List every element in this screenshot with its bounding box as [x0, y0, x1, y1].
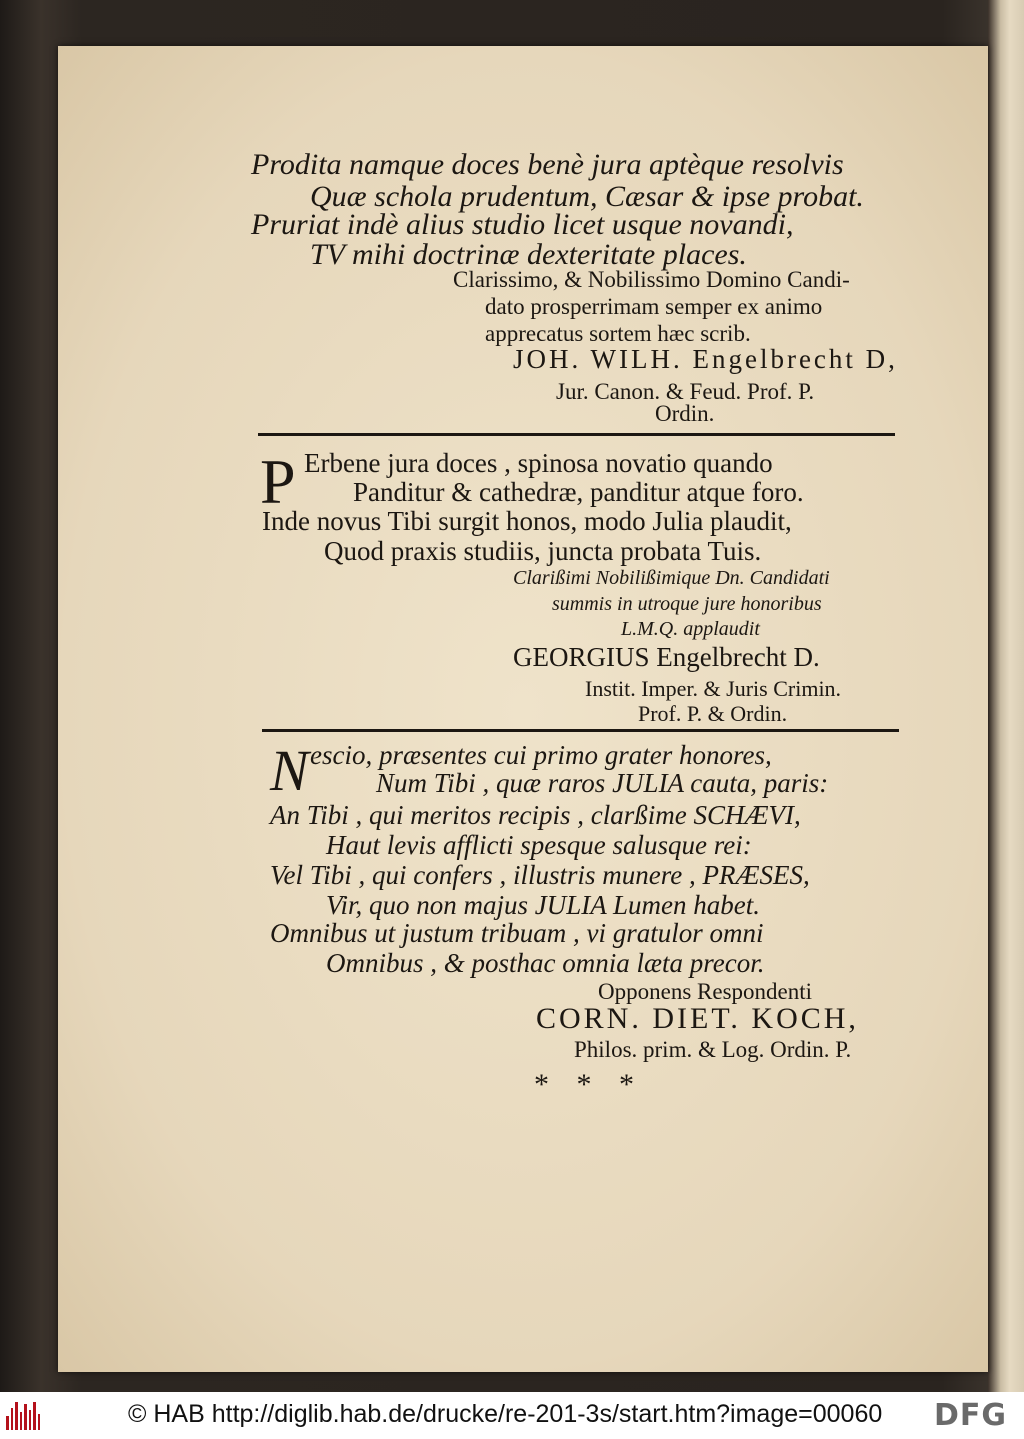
poem1-line-2: Quæ schola prudentum, Cæsar & ipse probat.	[310, 180, 864, 213]
poem1-line-3: Pruriat indè alius studio licet usque novandi,	[251, 208, 794, 241]
poem1-author: JOH. WILH. Engelbrecht D,	[513, 344, 898, 374]
poem3-line-5: Vel Tibi , qui confers , illustris munere , PRÆSES,	[270, 860, 810, 890]
poem2-dedication-2: summis in utroque jure honoribus	[552, 593, 822, 615]
poem3-signature-intro: Opponens Respondenti	[598, 979, 813, 1004]
poem1-line-4: TV mihi doctrinæ dexteritate places.	[310, 238, 747, 271]
poem3-line-3: An Tibi , qui meritos recipis , clarßime SCHÆVI,	[270, 800, 801, 830]
book-page	[58, 46, 988, 1372]
poem1-title-2: Ordin.	[655, 401, 715, 426]
ornament-asterisks: * * *	[534, 1068, 644, 1101]
poem3-title: Philos. prim. & Log. Ordin. P.	[574, 1037, 852, 1062]
poem2-author: GEORGIUS Engelbrecht D.	[513, 642, 820, 672]
poem1-dedication-1: Clarissimo, & Nobilissimo Domino Candi-	[453, 267, 850, 292]
book-spine-edge	[988, 0, 1024, 1392]
poem2-title-2: Prof. P. & Ordin.	[638, 701, 788, 726]
poem2-line-1: Erbene jura doces , spinosa novatio quando	[304, 448, 773, 478]
poem2-line-2: Panditur & cathedræ, panditur atque foro.	[353, 477, 804, 507]
poem2-dedication-1: Clarißimi Nobilißimique Dn. Candidati	[513, 567, 830, 589]
poem2-dropcap: P	[260, 446, 296, 517]
separator-rule-1	[258, 433, 895, 436]
separator-rule-2	[262, 729, 899, 732]
poem3-line-4: Haut levis afflicti spesque salusque rei:	[326, 830, 752, 860]
poem2-title-1: Instit. Imper. & Juris Crimin.	[585, 676, 842, 701]
hab-logo-icon	[6, 1402, 40, 1430]
poem3-line-1: escio, præsentes cui primo grater honores,	[310, 740, 772, 770]
poem3-line-7: Omnibus ut justum tribuam , vi gratulor omni	[270, 918, 764, 948]
poem1-title-1: Jur. Canon. & Feud. Prof. P.	[556, 379, 815, 404]
poem1-line-1: Prodita namque doces benè jura aptèque resolvis	[251, 148, 844, 181]
poem1-dedication-2: dato prosperrimam semper ex animo	[485, 294, 823, 319]
viewer-footer	[0, 1392, 1024, 1439]
poem2-line-3: Inde novus Tibi surgit honos, modo Julia plaudit,	[262, 506, 792, 536]
dfg-logo: DFG	[934, 1398, 1008, 1433]
poem3-line-8: Omnibus , & posthac omnia læta precor.	[326, 948, 765, 978]
poem3-author: CORN. DIET. KOCH,	[536, 1002, 859, 1035]
poem1-dedication-3: apprecatus sortem hæc scrib.	[485, 321, 751, 346]
copyright-url[interactable]: © HAB http://diglib.hab.de/drucke/re-201-3s/start.htm?image=00060	[128, 1400, 883, 1428]
poem2-dedication-3: L.M.Q. applaudit	[621, 618, 760, 640]
poem3-line-6: Vir, quo non majus JULIA Lumen habet.	[326, 890, 760, 920]
poem3-dropcap: N	[270, 738, 309, 803]
poem3-line-2: Num Tibi , quæ raros JULIA cauta, paris:	[376, 768, 829, 798]
poem2-line-4: Quod praxis studiis, juncta probata Tuis.	[324, 536, 762, 566]
